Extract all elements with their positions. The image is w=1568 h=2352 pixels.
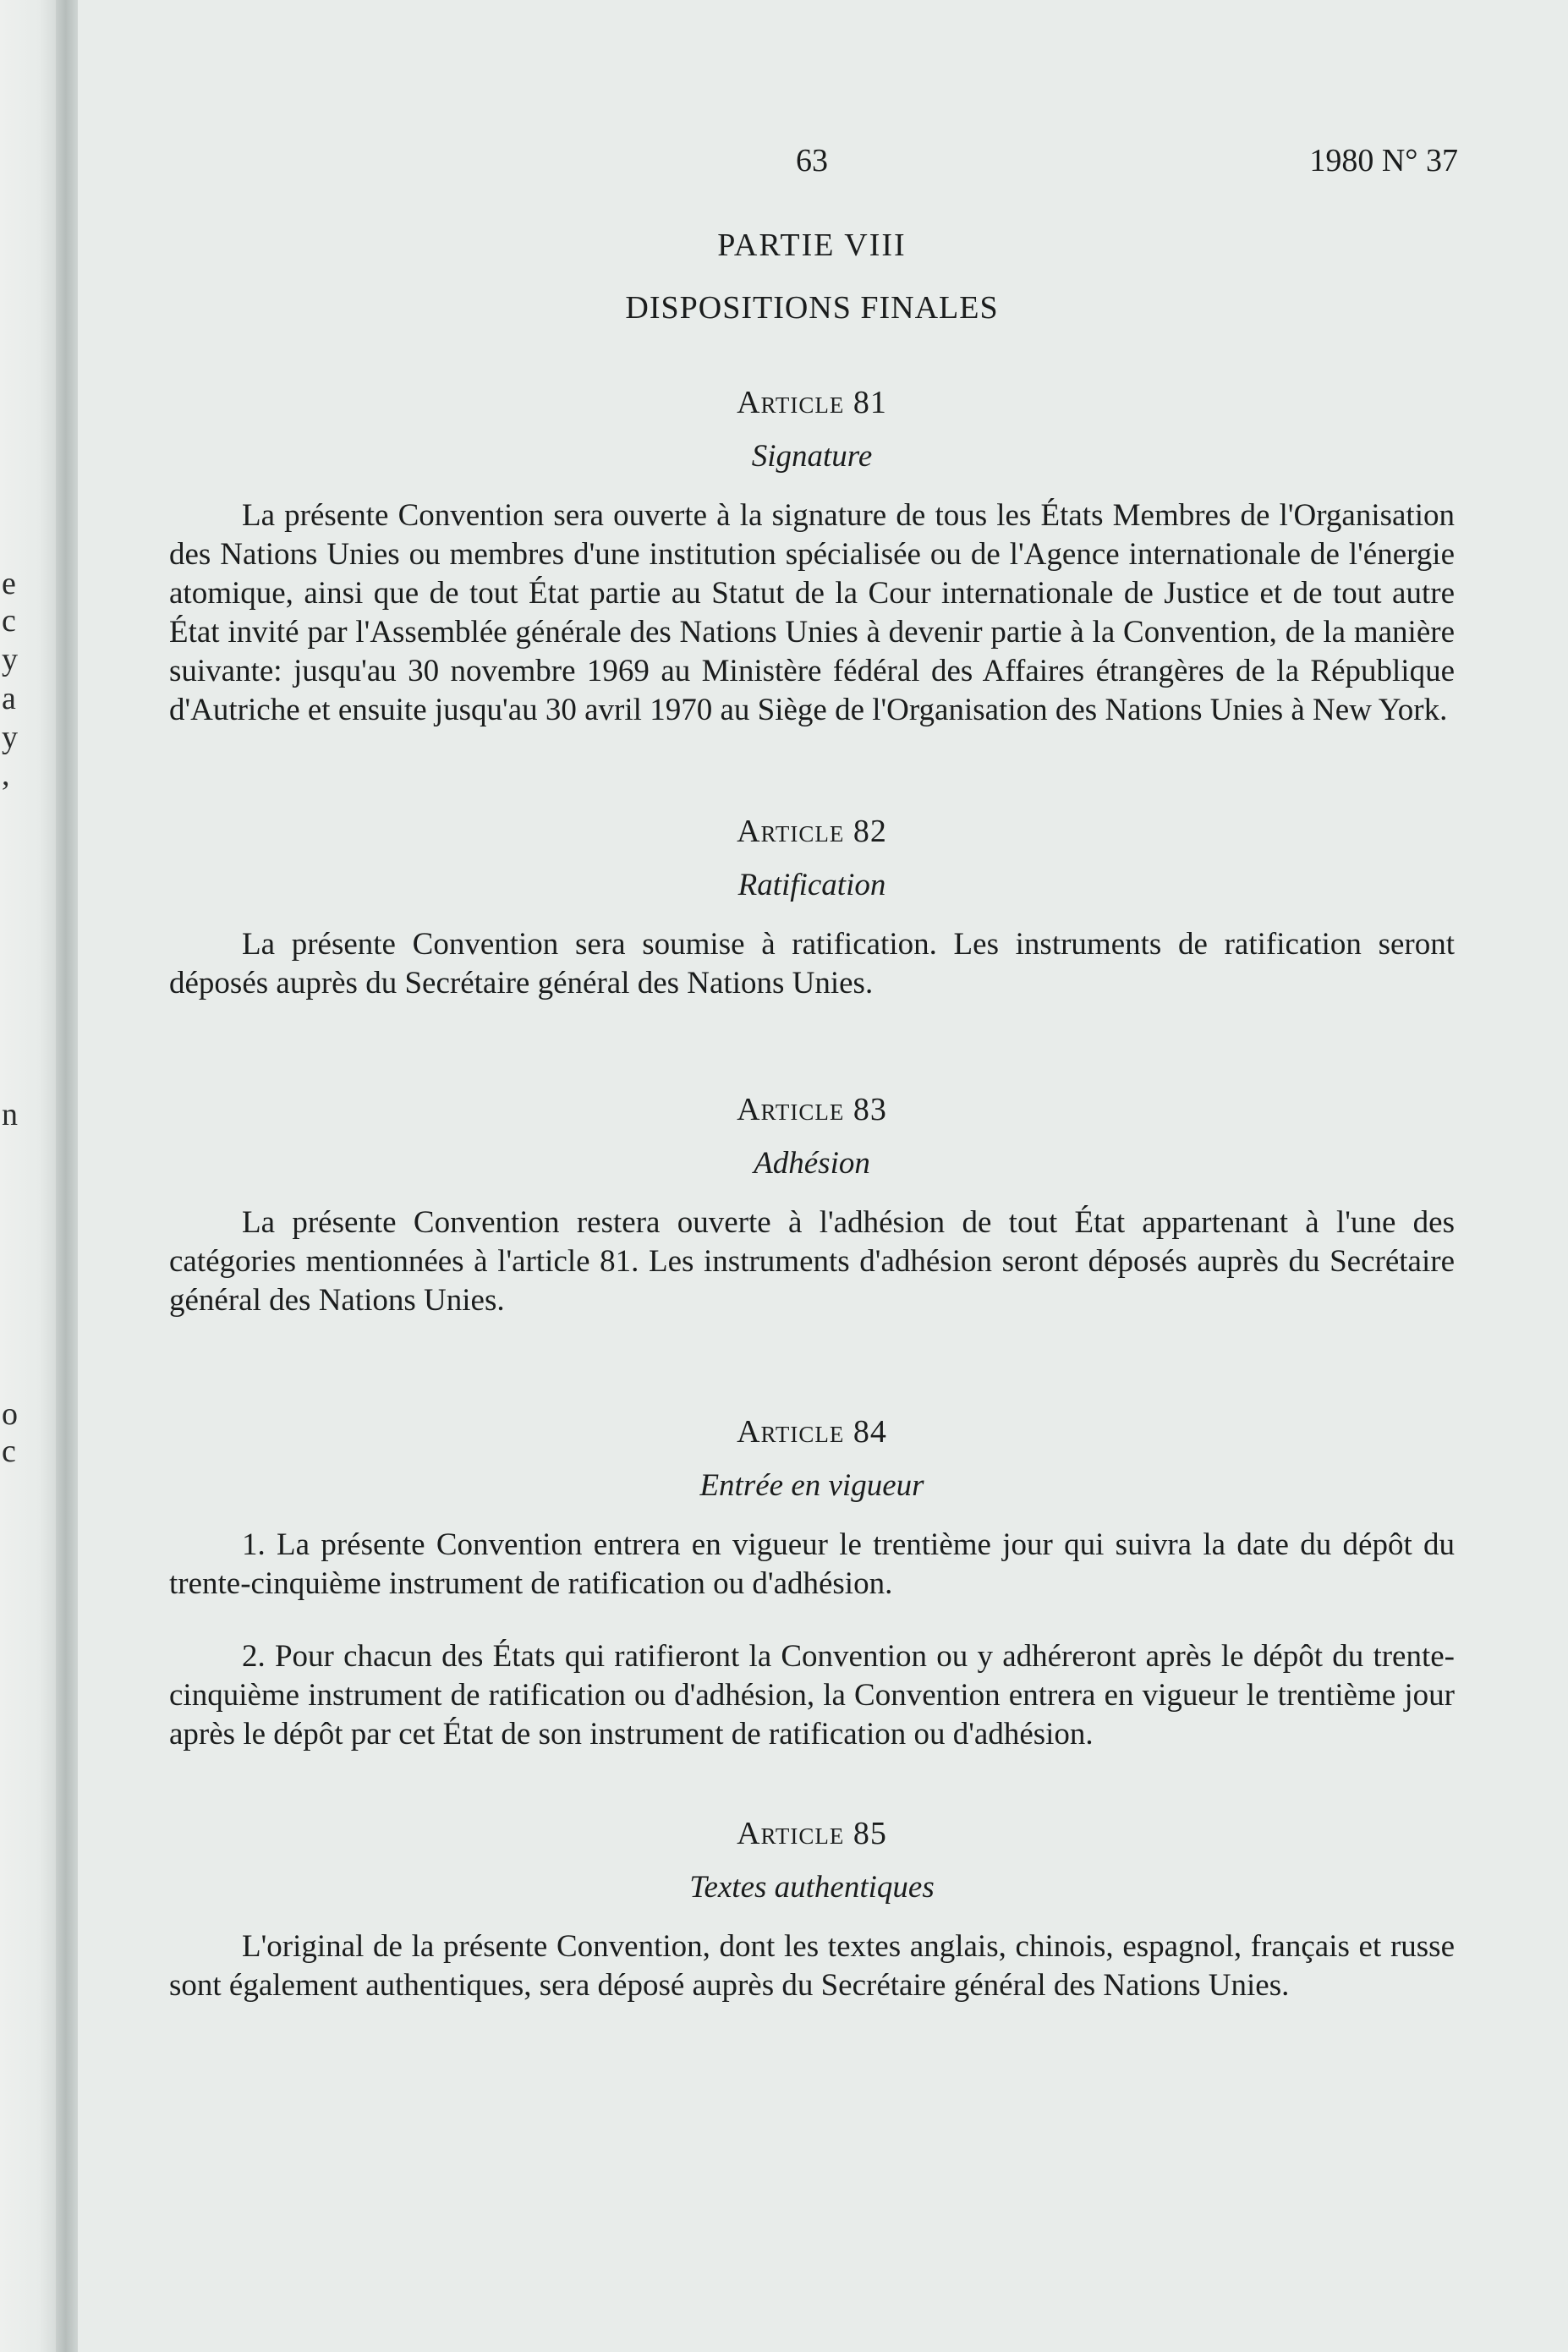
article-85	[169, 1815, 1455, 2005]
article-title: Article 85	[737, 1816, 887, 1851]
part-subtitle: DISPOSITIONS FINALES	[625, 290, 999, 326]
margin-char: y	[2, 720, 18, 755]
article-subtitle: Textes authentiques	[689, 1870, 935, 1905]
article-83	[169, 1091, 1455, 1320]
article-paragraph: 1. La présente Convention entrera en vigueur le trentième jour qui suivra la date du dépôt du trente-cinquième instrument de ratification ou d'adhésion.	[169, 1527, 1455, 1601]
article-81	[169, 384, 1455, 730]
margin-char: a	[2, 681, 16, 716]
page-number: 63	[796, 143, 828, 178]
volume-reference: 1980 N° 37	[1309, 143, 1458, 178]
article-title: Article 83	[737, 1092, 887, 1127]
article-subtitle: Adhésion	[754, 1146, 870, 1181]
article-paragraph: La présente Convention sera soumise à ratification. Les instruments de ratification seront déposés auprès du Secrétaire général des Nations Unies.	[169, 927, 1455, 1001]
margin-char: n	[2, 1097, 18, 1132]
part-title: PARTIE VIII	[717, 228, 907, 263]
article-82	[169, 813, 1455, 1003]
margin-char: c	[2, 1434, 16, 1469]
article-title: Article 84	[737, 1414, 887, 1450]
article-title: Article 82	[737, 814, 887, 849]
article-subtitle: Entrée en vigueur	[699, 1468, 924, 1503]
margin-char: y	[2, 642, 18, 677]
article-title: Article 81	[737, 385, 887, 420]
margin-char: c	[2, 603, 16, 639]
article-paragraph: 2. Pour chacun des États qui ratifieront la Convention ou y adhéreront après le dépôt du trente-cinquième instrument de ratification ou d'adhésion, la Convention entrera en vigueur le trentième jour après le dépôt par cet État de son instrument de ratification ou d'adhésion.	[169, 1639, 1455, 1752]
article-paragraph: La présente Convention restera ouverte à l'adhésion de tout État appartenant à l'une des catégories mentionnées à l'article 81. Les instruments d'adhésion seront déposés auprès du Secrétaire général des Nations Unies.	[169, 1205, 1455, 1318]
article-84	[169, 1413, 1455, 1754]
document-page	[169, 127, 1458, 2037]
article-subtitle: Ratification	[737, 868, 886, 902]
article-paragraph: La présente Convention sera ouverte à la signature de tous les États Membres de l'Organisation des Nations Unies ou membres d'une institution spécialisée ou de l'Agence internationale de l'énergie atomique, ainsi que de tout État partie au Statut de la Cour internationale de Justice et de tout autre État invité par l'Assemblée générale des Nations Unies à devenir partie à la Convention, de la manière suivante: jusqu'au 30 novembre 1969 au Ministère fédéral des Affaires étrangères de la République d'Autriche et ensuite jusqu'au 30 avril 1970 au Siège de l'Organisation des Nations Unies à New York.	[169, 498, 1455, 727]
article-paragraph: L'original de la présente Convention, dont les textes anglais, chinois, espagnol, français et russe sont également authentiques, sera déposé auprès du Secrétaire général des Nations Unies.	[169, 1929, 1455, 2003]
page-header	[169, 127, 1458, 186]
book-gutter	[56, 0, 78, 2352]
margin-char: o	[2, 1396, 18, 1432]
left-page-edge	[0, 0, 56, 2352]
article-subtitle: Signature	[751, 439, 873, 474]
margin-char: ,	[2, 757, 10, 792]
margin-char: e	[2, 566, 16, 601]
